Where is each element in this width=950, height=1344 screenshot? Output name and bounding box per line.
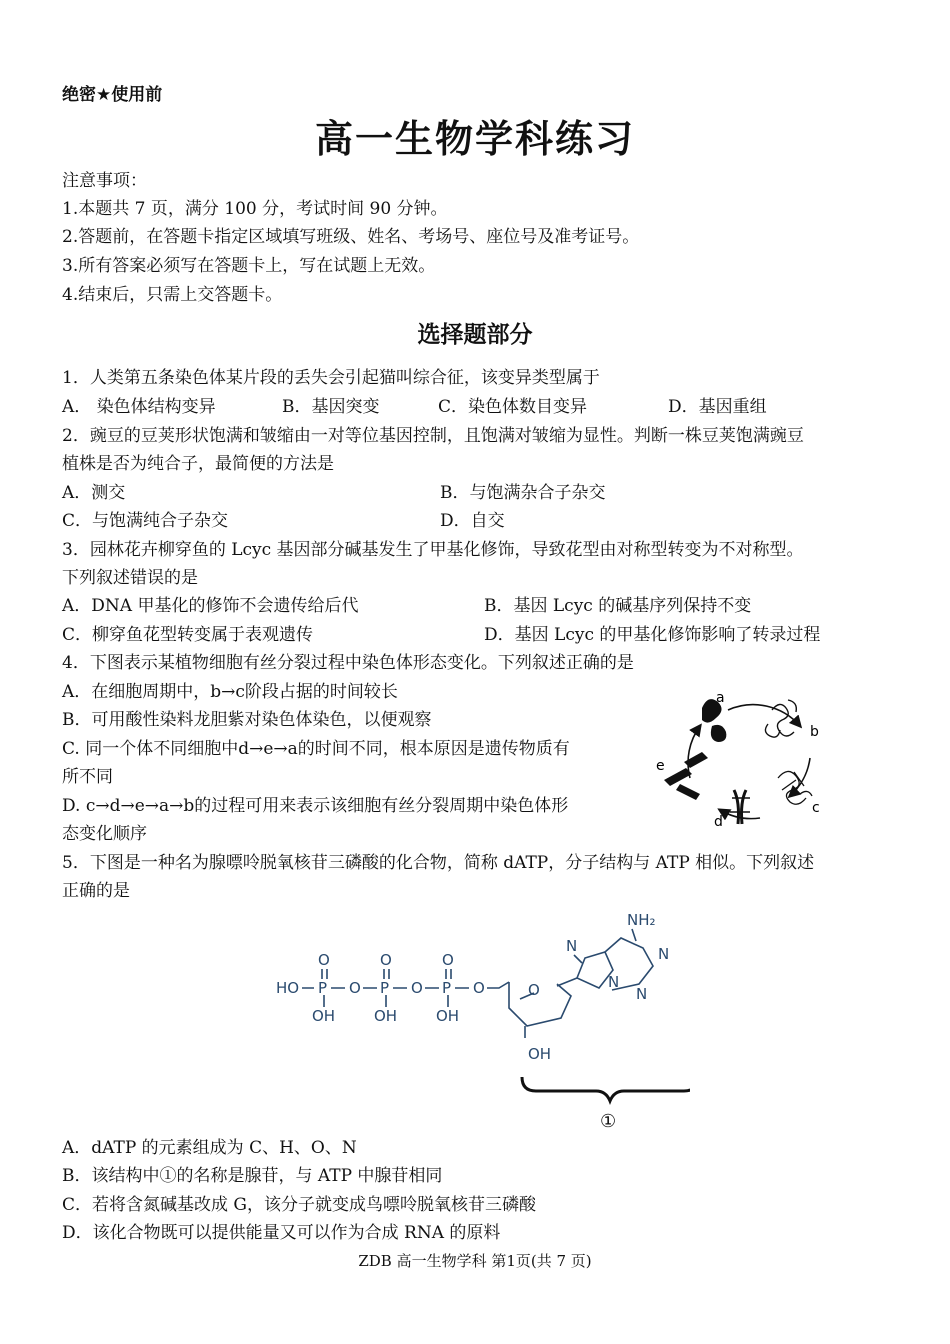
phosphate-p-3: P [442,979,452,997]
oh-label-sugar: OH [528,1045,552,1063]
chromosome-cycle-figure [650,688,845,833]
notice-item: 2.答题前，在答题卡指定区域填写班级、姓名、考场号、座位号及准考证号。 [62,227,640,247]
page-footer: ZDB 高一生物学科 第1页(共 7 页) [358,1252,592,1270]
question-5-stem: 5．下图是一种名为腺嘌呤脱氧核苷三磷酸的化合物，简称 dATP，分子结构与 ATP 相似。下列叙述 [62,853,815,873]
phosphate-p-1: P [318,979,328,997]
n-label-3: N [636,985,648,1003]
confidential-label: 绝密★使用前 [62,85,163,105]
q3-option-c: C．柳穿鱼花型转变属于表观遗传 [62,625,314,645]
notice-item: 4.结束后，只需上交答题卡。 [62,285,283,305]
oh-label-3: OH [436,1007,460,1025]
q4-option-d-cont: 态变化顺序 [62,824,147,844]
q5-option-a: A．dATP 的元素组成为 C、H、O、N [62,1138,357,1158]
nh2-label: NH₂ [627,911,656,929]
notice-item: 3.所有答案必须写在答题卡上，写在试题上无效。 [62,256,436,276]
bridge-o-3: O [473,979,485,997]
datp-structure-figure [270,905,690,1135]
q4-option-b: B．可用酸性染料龙胆紫对染色体染色，以便观察 [62,710,432,730]
q3-option-b: B．基因 Lcyc 的碱基序列保持不变 [484,596,752,616]
n-label-2: N [608,973,620,991]
notice-item: 1.本题共 7 页，满分 100 分，考试时间 90 分钟。 [62,199,448,219]
ho-label: HO [276,979,300,997]
figure-label-d: d [714,814,723,830]
bridge-o-1: O [349,979,361,997]
figure-label-e: e [656,758,665,774]
chromosome-e [664,752,708,800]
chromosome-c [778,771,812,804]
q3-option-d: D．基因 Lcyc 的甲基化修饰影响了转录过程 [484,625,821,645]
q2-option-d: D．自交 [440,511,505,531]
q3-option-a: A．DNA 甲基化的修饰不会遗传给后代 [62,596,359,616]
q1-option-b: B．基因突变 [282,397,380,417]
question-3-stem: 3．园林花卉柳穿鱼的 Lcyc 基因部分碱基发生了甲基化修饰，导致花型由对称型转变为不对称型。 [62,540,804,560]
double-o-3: O [442,951,454,969]
ring-o-label: O [528,981,540,999]
figure-label-a: a [716,690,725,706]
q2-option-b: B．与饱满杂合子杂交 [440,483,606,503]
q2-option-a: A．测交 [62,483,126,503]
q5-option-b: B．该结构中①的名称是腺苷，与 ATP 中腺苷相同 [62,1166,443,1186]
q1-option-a: A． 染色体结构变异 [62,397,216,417]
bridge-o-2: O [411,979,423,997]
brace [522,1077,690,1101]
brace-label: ① [600,1111,617,1132]
double-o-1: O [318,951,330,969]
n-label-1: N [566,937,578,955]
q2-option-c: C．与饱满纯合子杂交 [62,511,229,531]
q1-option-c: C．染色体数目变异 [438,397,588,417]
q4-option-a: A．在细胞周期中，b→c阶段占据的时间较长 [62,682,398,702]
double-o-2: O [380,951,392,969]
q4-option-c-cont: 所不同 [62,767,113,787]
question-2-stem: 2．豌豆的豆荚形状饱满和皱缩由一对等位基因控制，且饱满对皱缩为显性。判断一株豆荚饱满豌豆 [62,426,804,446]
phosphate-p-2: P [380,979,390,997]
oh-label-1: OH [312,1007,336,1025]
q5-option-d: D．该化合物既可以提供能量又可以作为合成 RNA 的原料 [62,1223,501,1243]
n-label-4: N [658,945,670,963]
page-title: 高一生物学科练习 [314,117,635,161]
section-title: 选择题部分 [417,322,533,348]
q5-option-c: C．若将含氮碱基改成 G，该分子就变成鸟嘌呤脱氧核苷三磷酸 [62,1195,536,1215]
question-5-stem: 正确的是 [62,881,130,901]
question-2-stem: 植株是否为纯合子，最简便的方法是 [62,454,334,474]
figure-label-b: b [810,724,819,740]
question-4-stem: 4．下图表示某植物细胞有丝分裂过程中染色体形态变化。下列叙述正确的是 [62,653,634,673]
q4-option-c: C. 同一个体不同细胞中d→e→a的时间不同，根本原因是遗传物质有 [62,739,570,759]
question-1-stem: 1．人类第五条染色体某片段的丢失会引起猫叫综合征，该变异类型属于 [62,368,600,388]
q4-option-d: D. c→d→e→a→b的过程可用来表示该细胞有丝分裂周期中染色体形 [62,796,569,816]
notice-heading: 注意事项： [62,171,147,191]
oh-label-2: OH [374,1007,398,1025]
q1-option-d: D．基因重组 [668,397,767,417]
figure-label-c: c [812,800,820,816]
question-3-stem: 下列叙述错误的是 [62,568,198,588]
